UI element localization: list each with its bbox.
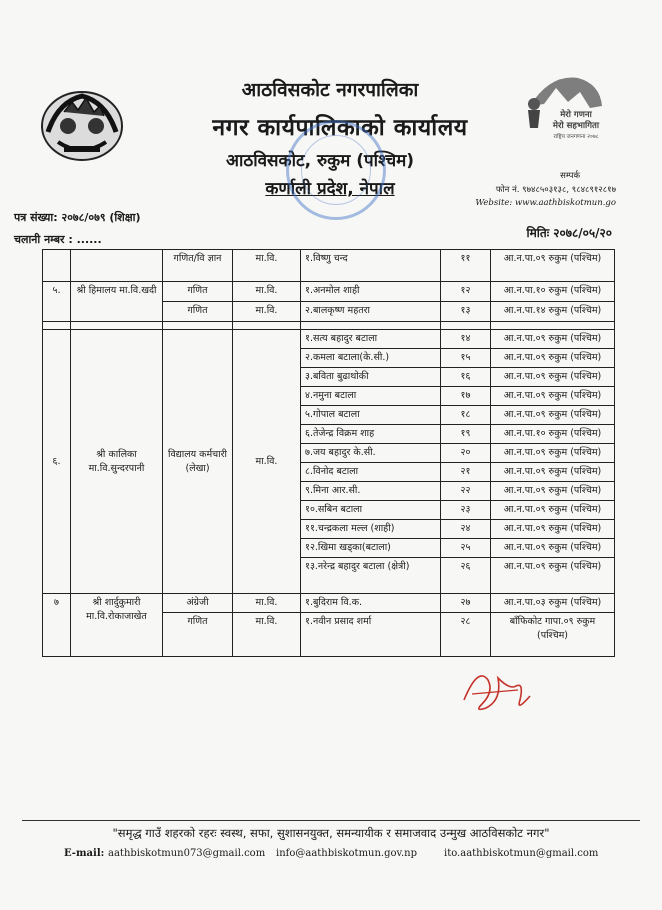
cell-name: ९.मिना आर.सी.: [301, 482, 441, 501]
census-line-2: मेरो सहभागिता: [552, 121, 600, 131]
cell-num: २८: [441, 613, 491, 657]
footer-divider: [22, 820, 640, 821]
cell-num: १५: [441, 349, 491, 368]
cell-subject: गणित: [163, 282, 233, 302]
letter-date: मितिः २०७८/०५/२०: [526, 226, 612, 240]
cell-name: ६.तेजेन्द्र विक्रम शाह: [301, 425, 441, 444]
email-link-3[interactable]: ito.aathbiskotmun@gmail.com: [444, 848, 599, 859]
cell-school: श्री शार्दुकुमारी मा.वि.रोकाजाखेत: [71, 594, 163, 657]
cell-name: १.बुदिराम वि.क.: [301, 594, 441, 613]
cell-subject: गणित: [163, 302, 233, 322]
cell-name: ४.नमुना बटाला: [301, 387, 441, 406]
cell-subject: गणित: [163, 613, 233, 657]
cell-num: १३: [441, 302, 491, 322]
cell-num: २०: [441, 444, 491, 463]
table-row: [43, 594, 615, 613]
cell-address: आ.न.पा.०९ रुकुम (पश्चिम): [491, 501, 615, 520]
cell-subject: गणित/वि ज्ञान: [163, 250, 233, 282]
cell-num: १९: [441, 425, 491, 444]
cell-address: आ.न.पा.०९ रुकुम (पश्चिम): [491, 539, 615, 558]
cell-address: आ.न.पा.०९ रुकुम (पश्चिम): [491, 387, 615, 406]
cell-school: श्री हिमालय मा.वि.खदी: [71, 282, 163, 322]
contact-website[interactable]: Website: www.aathbiskotmun.go: [475, 198, 616, 208]
cell-num: २६: [441, 558, 491, 594]
cell-address: आ.न.पा.१४ रुकुम (पश्चिम): [491, 302, 615, 322]
cell-sn: ७: [43, 594, 71, 657]
cell-name: १३.नरेन्द्र बहादुर बटाला (क्षेत्री): [301, 558, 441, 594]
table-row: [43, 330, 615, 349]
cell-address: आ.न.पा.१० रुकुम (पश्चिम): [491, 282, 615, 302]
contact-label: सम्पर्क: [560, 171, 580, 181]
cell-name: २.कमला बटाला(के.सी.): [301, 349, 441, 368]
cell-num: १७: [441, 387, 491, 406]
signature-icon: [458, 660, 538, 718]
cell-name: ११.चन्द्रकला मल्ल (शाही): [301, 520, 441, 539]
cell-address: आ.न.पा.०९ रुकुम (पश्चिम): [491, 368, 615, 387]
table-row: [43, 250, 615, 282]
cell-address: आ.न.पा.०९ रुकुम (पश्चिम): [491, 444, 615, 463]
cell-address: बाँफिकोट गापा.०९ रुकुम (पश्चिम): [491, 613, 615, 657]
email-link-1[interactable]: aathbiskotmun073@gmail.com: [108, 848, 266, 859]
cell-address: आ.न.पा.०९ रुकुम (पश्चिम): [491, 463, 615, 482]
cell-name: ३.बविता बुढाथोकी: [301, 368, 441, 387]
cell-name: २.बालकृष्ण महतरा: [301, 302, 441, 322]
cell-level: मा.वि.: [233, 613, 301, 657]
cell-subject: विद्यालय कर्मचारी (लेखा): [163, 330, 233, 594]
office-name: नगर कार्यपालिकाको कार्यालय: [212, 115, 468, 141]
footer-motto: "समृद्ध गाउँ शहरको रहरः स्वस्थ, सफा, सुशासनयुक्त, समन्यायीक र समाजवाद उन्मुख आठविसकोट नगर": [112, 826, 550, 840]
cell-name: १.विष्णु चन्द: [301, 250, 441, 282]
cell-num: १२: [441, 282, 491, 302]
cell-num: २५: [441, 539, 491, 558]
official-stamp: [286, 120, 386, 220]
email-label: E-mail:: [64, 848, 105, 859]
cell-num: २४: [441, 520, 491, 539]
table-row: [43, 282, 615, 302]
cell-name: १.अनमोल शाही: [301, 282, 441, 302]
cell-address: आ.न.पा.०९ रुकुम (पश्चिम): [491, 406, 615, 425]
cell-level: मा.वि.: [233, 594, 301, 613]
dispatch-no: चलानी नम्बर : ......: [14, 233, 102, 246]
cell-sn: ६.: [43, 330, 71, 594]
cell-address: आ.न.पा.०९ रुकुम (पश्चिम): [491, 349, 615, 368]
cell-name: १.नवीन प्रसाद शर्मा: [301, 613, 441, 657]
table-spacer-row: [43, 322, 615, 330]
cell-school: [71, 250, 163, 282]
letter-ref-no: पत्र संख्या: २०७८/०७९ (शिक्षा): [14, 211, 141, 224]
cell-sn: ५.: [43, 282, 71, 322]
cell-name: ७.जय बहादुर के.सी.: [301, 444, 441, 463]
cell-address: आ.न.पा.०३ रुकुम (पश्चिम): [491, 594, 615, 613]
cell-num: २१: [441, 463, 491, 482]
cell-num: १६: [441, 368, 491, 387]
contact-phone: फोन नं. ९७४८५०३१३८, ९८४८९१२८१७: [495, 185, 616, 195]
cell-num: १८: [441, 406, 491, 425]
cell-address: आ.न.पा.०९ रुकुम (पश्चिम): [491, 482, 615, 501]
cell-name: ५.गोपाल बटाला: [301, 406, 441, 425]
cell-address: आ.न.पा.०९ रुकुम (पश्चिम): [491, 558, 615, 594]
office-address: आठविसकोट, रुकुम (पश्चिम): [225, 151, 415, 171]
cell-name: १२.खिमा खड्का(बटाला): [301, 539, 441, 558]
province-name: कर्णाली प्रदेश, नेपाल: [265, 179, 395, 199]
cell-level: मा.वि.: [233, 330, 301, 594]
cell-num: २७: [441, 594, 491, 613]
census-line-3: राष्ट्रिय जनगणना २०७८: [553, 134, 599, 140]
teacher-list-table: [42, 249, 615, 657]
cell-level: मा.वि.: [233, 302, 301, 322]
cell-num: २३: [441, 501, 491, 520]
cell-name: १०.सबिन बटाला: [301, 501, 441, 520]
cell-level: मा.वि.: [233, 250, 301, 282]
cell-name: ८.विनोद बटाला: [301, 463, 441, 482]
cell-address: आ.न.पा.०९ रुकुम (पश्चिम): [491, 330, 615, 349]
email-link-2[interactable]: info@aathbiskotmun.gov.np: [276, 848, 418, 859]
cell-subject: अंग्रेजी: [163, 594, 233, 613]
cell-num: १४: [441, 330, 491, 349]
cell-sn: [43, 250, 71, 282]
cell-school: श्री कालिका मा.वि.सुन्दरपानी: [71, 330, 163, 594]
municipality-name: आठविसकोट नगरपालिका: [241, 79, 419, 101]
cell-level: मा.वि.: [233, 282, 301, 302]
census-line-1: मेरो गणना: [560, 110, 592, 120]
cell-num: २२: [441, 482, 491, 501]
cell-num: ११: [441, 250, 491, 282]
cell-address: आ.न.पा.०९ रुकुम (पश्चिम): [491, 250, 615, 282]
cell-name: १.सत्य बहादुर बटाला: [301, 330, 441, 349]
cell-address: आ.न.पा.१० रुकुम (पश्चिम): [491, 425, 615, 444]
cell-address: आ.न.पा.०९ रुकुम (पश्चिम): [491, 520, 615, 539]
